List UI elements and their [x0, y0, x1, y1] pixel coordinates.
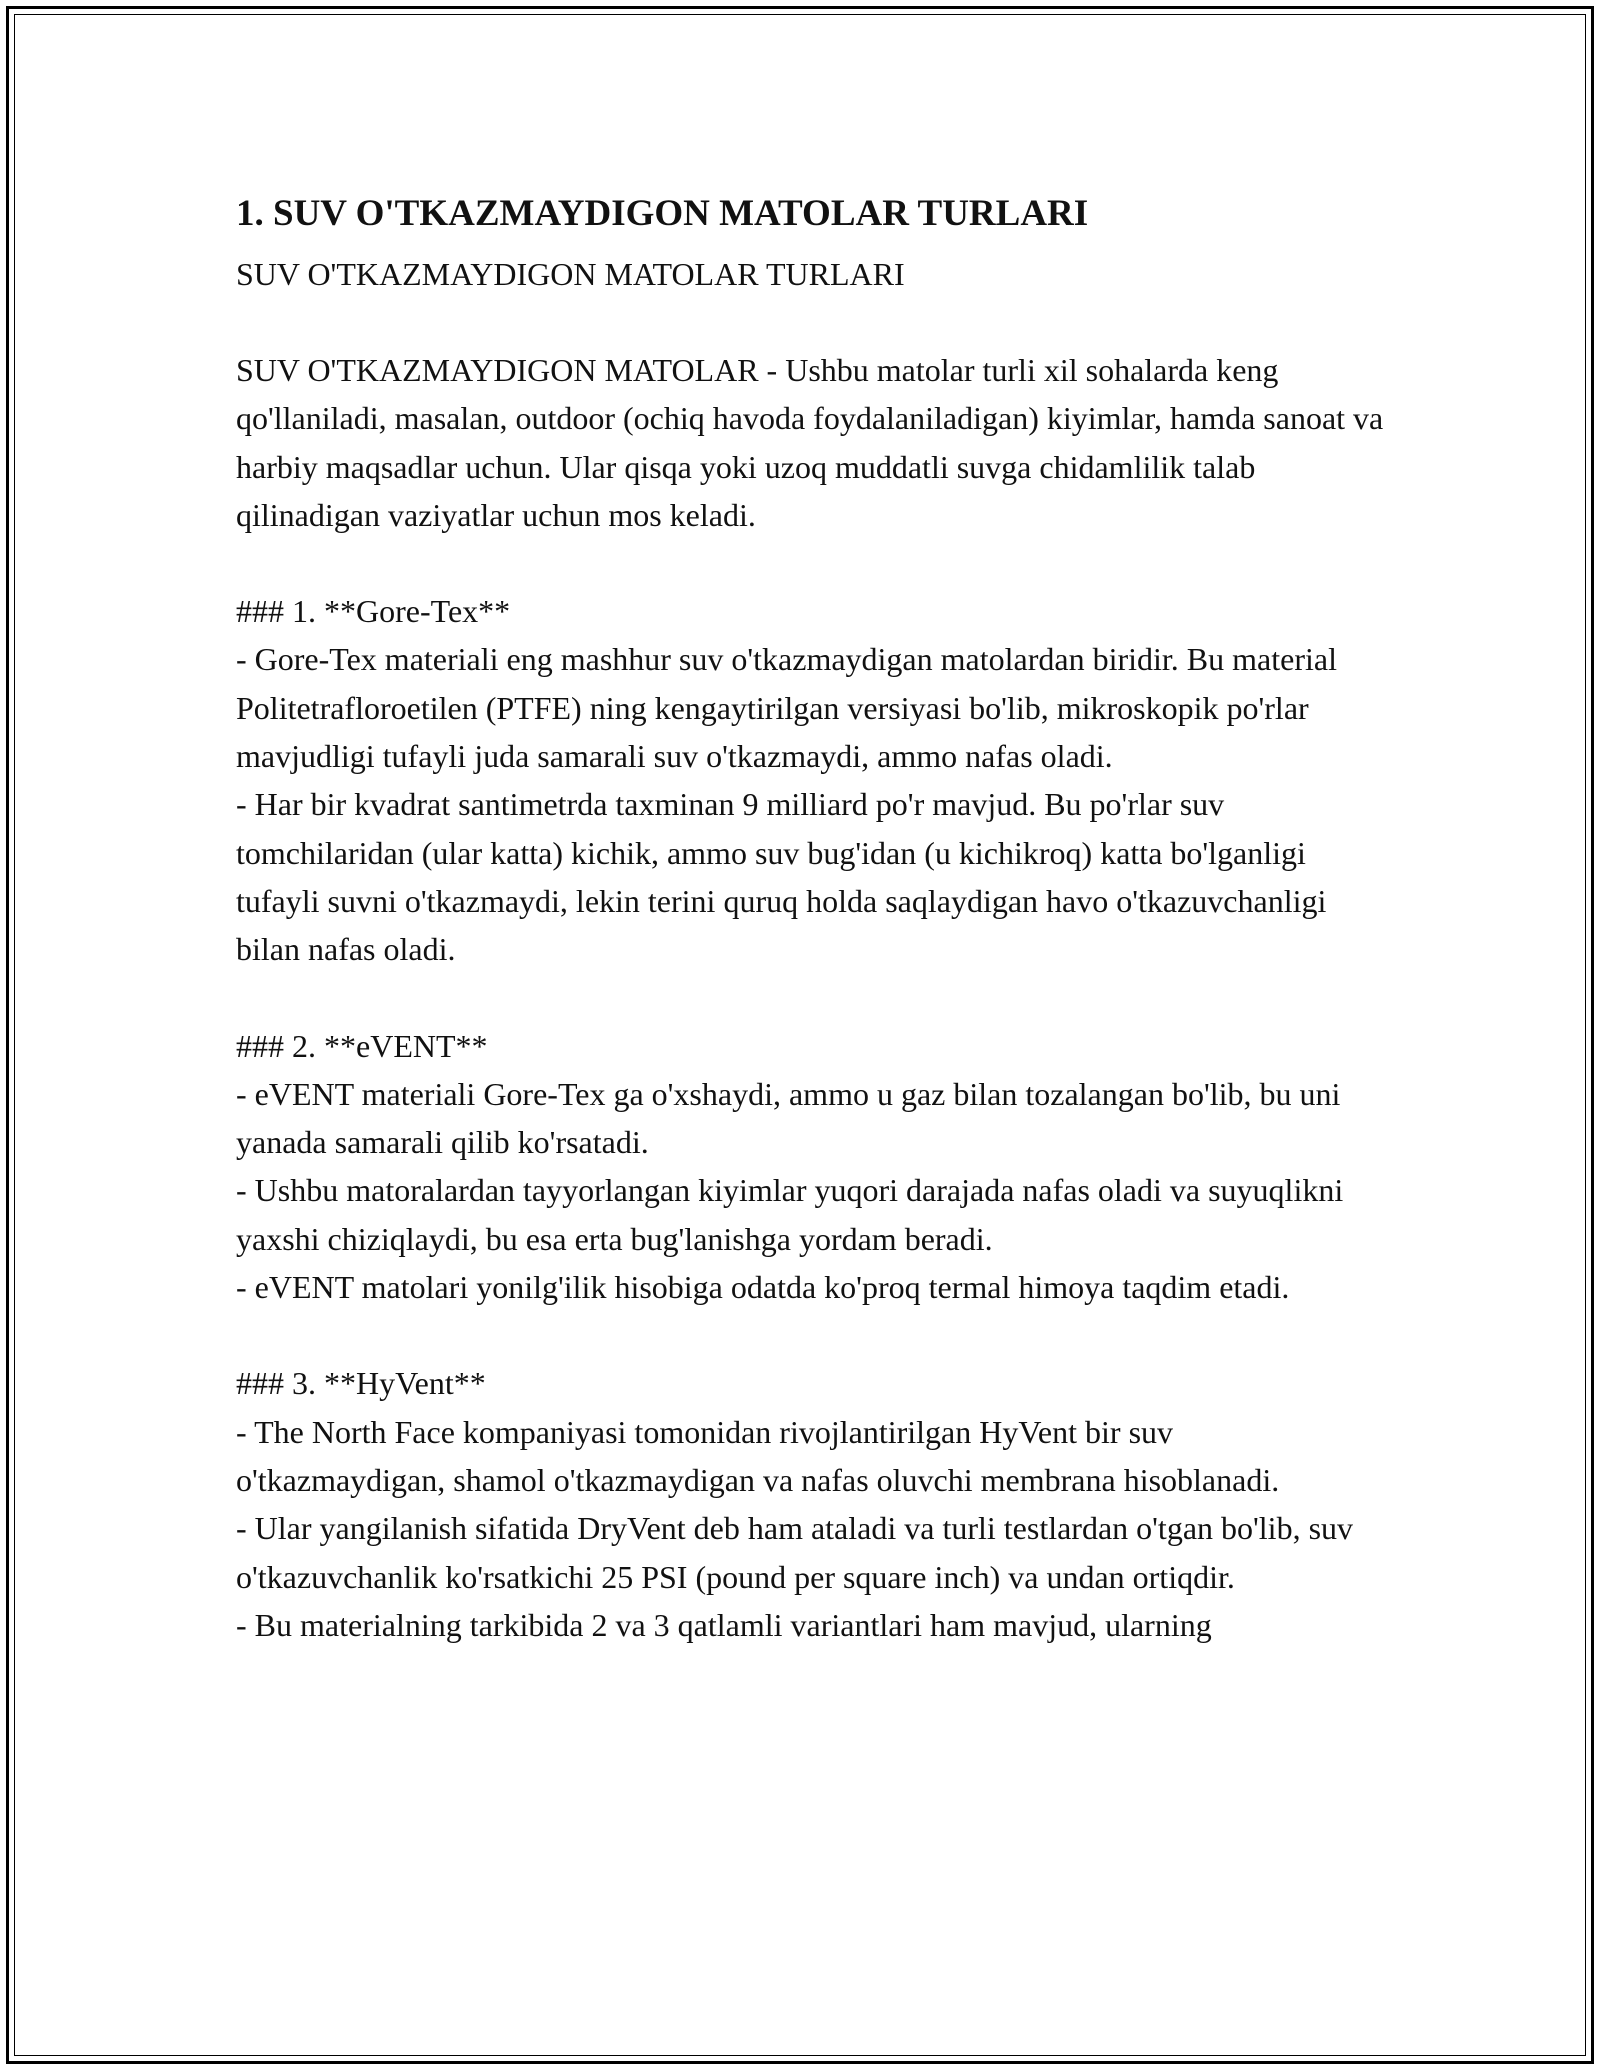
section-item: - Gore-Tex materiali eng mashhur suv o'tkazmaydigan matolardan biridir. Bu material Politetrafloroetilen (PTFE) ning kengaytirilgan versiyasi bo'lib, mikroskopik po'rlar mavjudligi tufayli juda samarali suv o'tkazmaydi, ammo nafas oladi.: [236, 641, 1337, 775]
section-item: - eVENT matolari yonilg'ilik hisobiga odatda ko'proq termal himoya taqdim etadi.: [236, 1269, 1290, 1306]
section-item: - The North Face kompaniyasi tomonidan rivojlantirilgan HyVent bir suv o'tkazmaydigan, shamol o'tkazmaydigan va nafas oluvchi membrana hisoblanadi.: [236, 1413, 1280, 1498]
section-event: [236, 1022, 1386, 1312]
section-gore-tex: [236, 587, 1386, 973]
section-heading: ### 3. **HyVent**: [236, 1365, 486, 1402]
section-hyvent: [236, 1359, 1386, 1649]
section-item: - Har bir kvadrat santimetrda taxminan 9 milliard po'r mavjud. Bu po'rlar suv tomchilaridan (ular katta) kichik, ammo suv bug'idan (u kichikroq) katta bo'lganligi tufayli suvni o'tkazmaydi, lekin terini quruq holda saqlaydigan havo o'tkazuvchanligi bilan nafas oladi.: [236, 786, 1327, 968]
document-subtitle: SUV O'TKAZMAYDIGON MATOLAR TURLARI: [236, 256, 905, 292]
section-item: - Ushbu matoralardan tayyorlangan kiyimlar yuqori darajada nafas oladi va suyuqlikni yaxshi chiziqlaydi, bu esa erta bug'lanishga yordam beradi.: [236, 1172, 1344, 1257]
section-heading: ### 2. **eVENT**: [236, 1027, 488, 1064]
intro-paragraph: SUV O'TKAZMAYDIGON MATOLAR - Ushbu matolar turli xil sohalarda keng qo'llaniladi, masalan, outdoor (ochiq havoda foydalaniladigan) kiyimlar, hamda sanoat va harbiy maqsadlar uchun. Ular qisqa yoki uzoq muddatli suvga chidamlilik talab qilinadigan vaziyatlar uchun mos keladi.: [236, 352, 1384, 533]
section-item: - Ular yangilanish sifatida DryVent deb ham ataladi va turli testlardan o'tgan bo'lib, suv o'tkazuvchanlik ko'rsatkichi 25 PSI (pound per square inch) va undan ortiqdir.: [236, 1510, 1354, 1595]
section-heading: ### 1. **Gore-Tex**: [236, 593, 511, 630]
document-body: [236, 188, 1386, 1697]
section-item: - eVENT materiali Gore-Tex ga o'xshaydi, ammo u gaz bilan tozalangan bo'lib, bu uni yanada samarali qilib ko'rsatadi.: [236, 1075, 1341, 1161]
section-item: - Bu materialning tarkibida 2 va 3 qatlamli variantlari ham mavjud, ularning: [236, 1606, 1212, 1643]
document-title: 1. SUV O'TKAZMAYDIGON MATOLAR TURLARI: [236, 193, 1089, 234]
